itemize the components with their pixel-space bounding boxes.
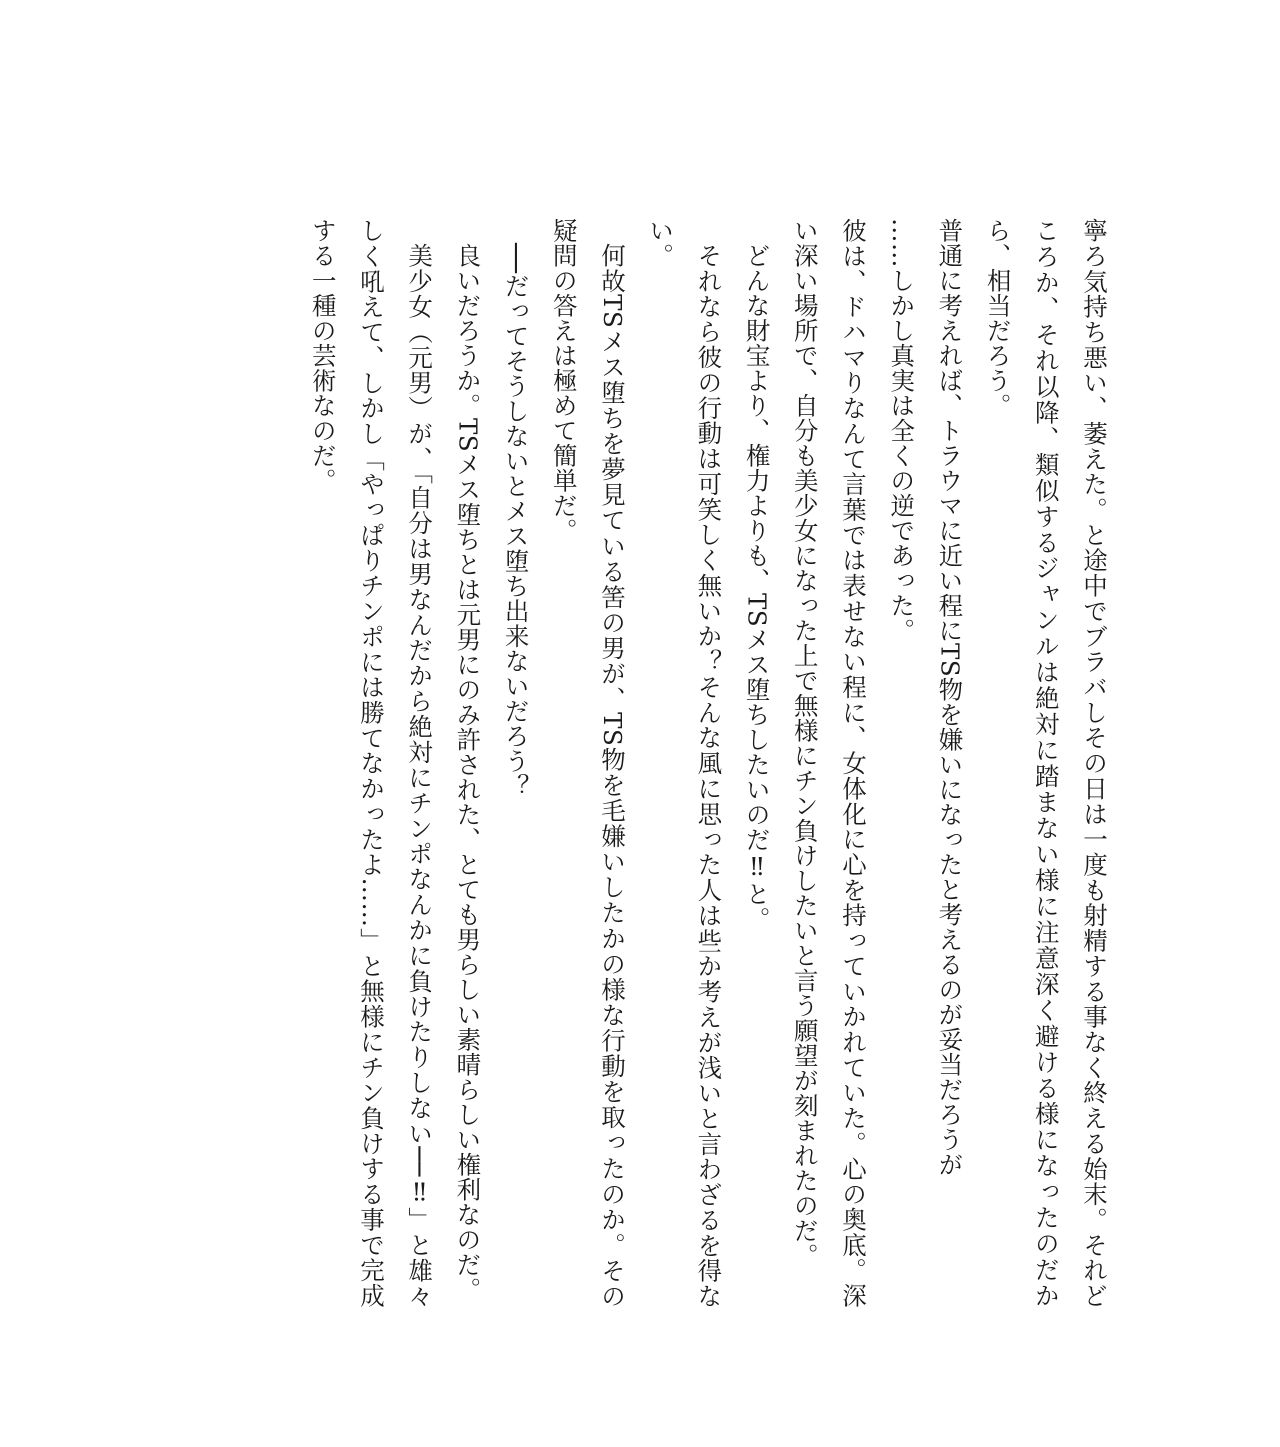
paragraph-2: 普通に考えれば、トラウマに近い程にTS物を嫌いになったと考えるのが妥当だろうが	[935, 218, 965, 1178]
paragraph-7: 何故TSメス堕ちを夢見ている筈の男が、TS物を毛嫌いしたかの様な行動を取ったのか。その疑問の答えは極めて簡単だ。	[549, 218, 627, 1308]
paragraph-6: それなら彼の行動は可笑しく無いか？そんな風に思った人は些か考えが浅いと言わざるを得ない。	[646, 218, 724, 1309]
paragraph-5: どんな財宝より、権力よりも、TSメス堕ちしたいのだ‼と。	[742, 242, 772, 932]
paragraph-4: 彼は、ドハマりなんて言葉では表せない程に、女体化に心を持っていかれていた。心の奥底。深い深い場所で、自分も美少女になった上で無様にチン負けしたいと言う願望が刻まれたのだ。	[790, 218, 868, 1308]
vertical-text-body	[299, 218, 1118, 1308]
paragraph-1: 寧ろ気持ち悪い、萎えた。と途中でブラバしその日は一度も射精する事なく終える始末。それどころか、それ以降、類似するジャンルは絶対に踏まない様に注意深く避ける様になったのだから、相当だろう。	[983, 218, 1109, 1308]
paragraph-9: 良いだろうか。TSメス堕ちとは元男にのみ許された、とても男らしい素晴らしい権利なのだ。	[453, 242, 483, 1302]
paragraph-3: ……しかし真実は全くの逆であった。	[887, 218, 917, 643]
paragraph-10: 美少女（元男）が、「自分は男なんだから絶対にチンポなんかに負けたりしない──‼」と雄々しく吼えて、しかし「やっぱりチンポには勝てなかったよ……」と無様にチン負けする事で完成する一種の芸術なのだ。	[308, 218, 435, 1308]
paragraph-8: ──だってそうしないとメス堕ち出来ないだろう？	[501, 242, 531, 799]
